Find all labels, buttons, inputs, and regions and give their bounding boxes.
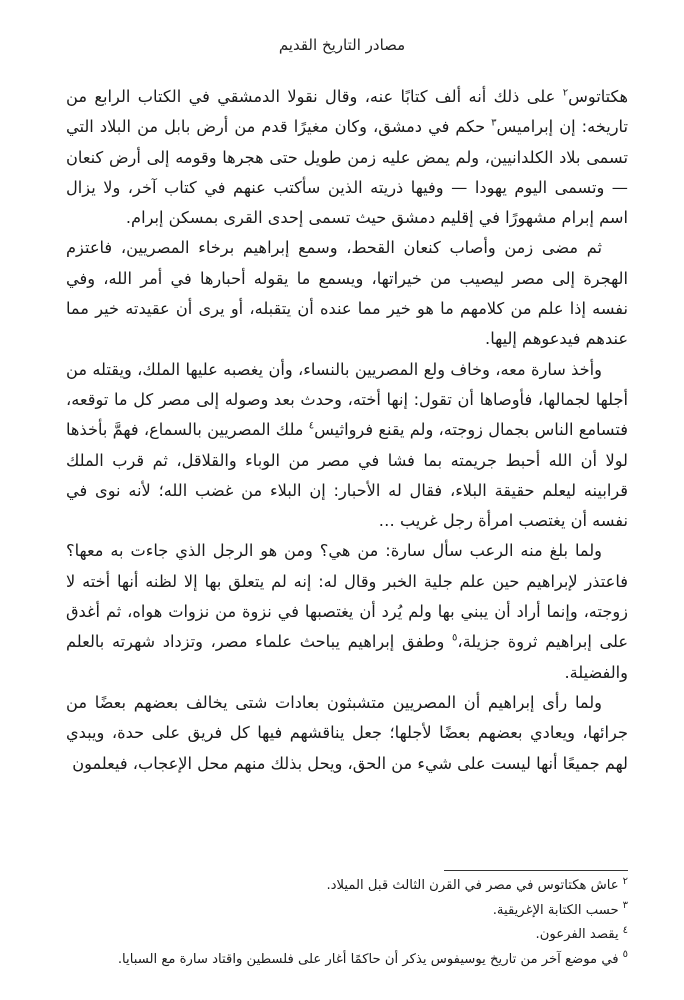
- footnote-number: ٤: [622, 924, 628, 936]
- footnote-number: ٢: [622, 875, 628, 887]
- footnote-number: ٣: [622, 900, 628, 912]
- footnote-text: حسب الكتابة الإغريقية.: [492, 902, 619, 918]
- paragraph: [66, 355, 628, 537]
- footnote-reference: ٥: [452, 632, 458, 644]
- text-run: على ذلك أنه ألف كتابًا عنه، وقال نقولا الدمشقي في الكتاب الرابع من تاريخه: إن إبراميس: [66, 87, 628, 137]
- footnote: [66, 874, 628, 899]
- footnote: [66, 923, 628, 948]
- footnote-reference: ٤: [308, 420, 315, 432]
- footnote: [66, 948, 628, 973]
- paragraph: [66, 536, 628, 687]
- footnote-reference: ٣: [491, 117, 497, 129]
- text-run: وطفق إبراهيم يباحث علماء مصر، وتزداد شهرته بالعلم والفضيلة.: [66, 632, 628, 682]
- main-text: [66, 82, 628, 779]
- text-run: ثم مضى زمن وأصاب كنعان القحط، وسمع إبراهيم برخاء المصريين، فاعتزم الهجرة إلى مصر ليصيب من خيراتها، ويسمع ما يقوله أحبارها في أمر الله، وفي نفسه إذا علم من كلامهم ما هو خير مما عنده أن يتقبله، أو يرى أن عقيدته خير مما عندهم فيدعوهم إليها.: [66, 238, 628, 349]
- paragraph: [66, 82, 628, 233]
- text-run: حكم في دمشق، وكان مغيرًا قدم من أرض بابل من البلاد التي تسمى بلاد الكلدانيين، ولم يمض عليه زمن طويل حتى هجرها وقومه إلى أرض كنعان — وتسمى اليوم يهودا — وفيها ذريته الذين سأكتب عنهم في كتاب آخر، ولا يزال اسم إبرام مشهورًا في إقليم دمشق حيث تسمى إحدى القرى بمسكن إبرام.: [66, 117, 628, 228]
- footnote-text: في موضع آخر من تاريخ يوسيفوس يذكر أن حاكمًا أغار على فلسطين واقتاد سارة مع السبايا.: [117, 951, 619, 967]
- paragraph: [66, 688, 628, 779]
- text-run: ملك المصريين بالسماع، فهمَّ بأخذها لولا أن الله أحبط جريمته بما فشا في مصر من الوباء والقلاقل، ثم قرب الملك قرابينه ليعلم حقيقة البلاء، فقال له الأحبار: إن البلاء من غضب الله؛ لأنه نوى في نفسه أن يغتصب امرأة رجل غريب …: [66, 420, 628, 531]
- footnote-reference: ٢: [562, 87, 569, 99]
- running-head: مصادر التاريخ القديم: [278, 36, 406, 54]
- footnote-text: يقصد الفرعون.: [535, 927, 619, 943]
- footnote-text: عاش هكتاتوس في مصر في القرن الثالث قبل الميلاد.: [326, 878, 619, 893]
- footnotes: [66, 874, 628, 972]
- footnote-separator: [444, 870, 628, 871]
- text-run: ولما بلغ منه الرعب سأل سارة: من هي؟ ومن هو الرجل الذي جاءت به معها؟ فاعتذر لإبراهيم حين علم جلية الخبر وقال له: إنه لم يتعلق بها إلا لظنه أنها أخته لا زوجته، وإنما أراد أن يبني بها ولم يُرد أن يغتصبها في نزوة من نزوات هواه، ثم أغدق على إبراهيم ثروة جزيلة،: [66, 541, 629, 652]
- footnote: [66, 899, 628, 924]
- text-run: وأخذ سارة معه، وخاف ولع المصريين بالنساء، وأن يغصبه عليها الملك، ويقتله من أجلها لجمالها، فأوصاها أن تقول: إنها أخته، وحدث بعد وصوله إلى مصر كل ما توقعه، فتسامع الناس بجمال زوجته، ولم يقنع فرواثيس: [66, 359, 628, 440]
- text-run: ولما رأى إبراهيم أن المصريين متشبثون بعادات شتى يخالف بعضهم بعضًا من جرائها، ويعادي بعضهم بعضًا لأجلها؛ جعل يناقشهم فيها كل فريق على حدة، ويبدي لهم جميعًا أنها ليست على شيء من الحق، ويحل بذلك منهم محل الإعجاب، فيعلمون: [66, 692, 628, 773]
- footnote-number: ٥: [622, 949, 628, 961]
- text-run: هكتاتوس: [568, 87, 628, 106]
- paragraph: [66, 233, 628, 354]
